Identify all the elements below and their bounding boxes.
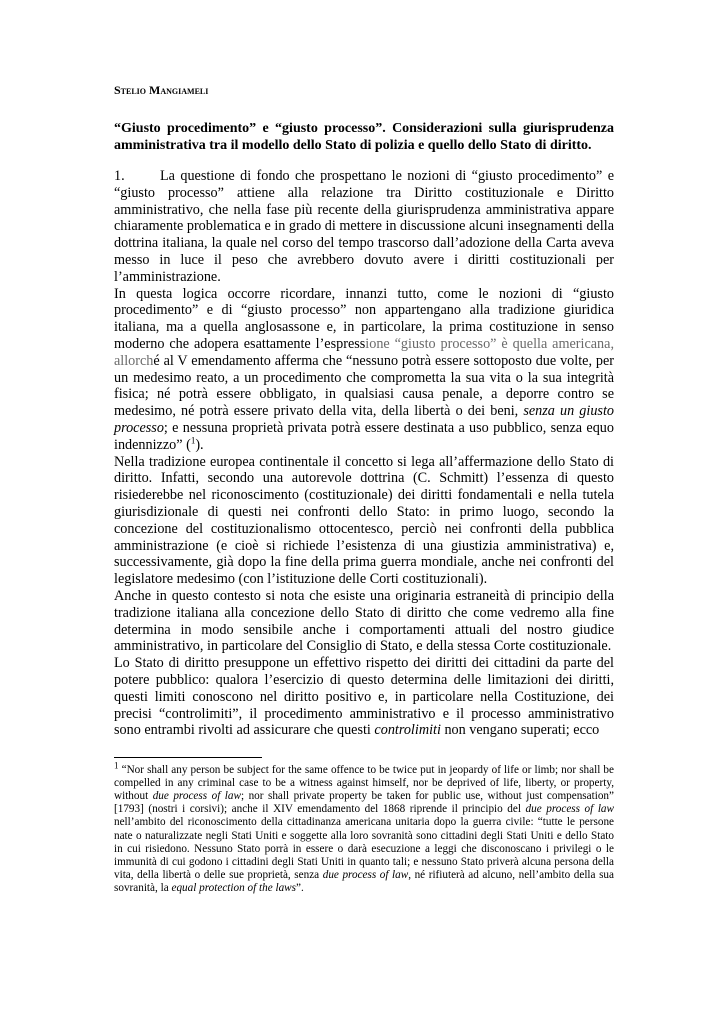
section-number: 1. <box>114 168 125 184</box>
footnote-1: $^1$ “Nor shall any person be subject for the same offence to be twice put in jeopardy of life or limb; nor shall be compelled in any criminal case to be a witness against himself, nor be deprived of life, liberty, or property, without due process of law; nor shall private property be taken for public use, without just compensation” [1793] (nostri i corsivi); anche il XIV emendamento del 1868 riprende il principio del due process of law nell’ambito del riconoscimento della cittadinanza americana unitaria dopo la guerra civile: “tutte le persone nate o naturalizzate negli Stati Uniti e soggette alla loro sovranità sono cittadini degli Stati Uniti e dello Stato in cui risiedono. Nessuno Stato porrà in essere o darà esecuzione a leggi che disconoscano i privilegi o le immunità di cui godono i cittadini degli Stati Uniti in quanto tali; e nessuno Stato priverà alcuna persona della vita, della libertà o delle sue proprietà, senza due process of law, né rifiuterà ad alcuno, nell’ambito della sua sovranità, la equal protection of the laws”. <box>114 760 614 894</box>
footnote-mark: 1 <box>114 760 119 771</box>
footnote-separator <box>114 757 262 758</box>
paragraph-3: Nella tradizione europea continentale il concetto si lega all’affermazione dello Stato di diritto. Infatti, secondo una autorevole dottrina (C. Schmitt) l’essenza di questo risiederebbe nel riconoscimento (costituzionale) dei diritti fondamentali e nella tutela giurisdizionale di questi nei confronti dello Stato: in primo luogo, secondo la concezione del costituzionalismo ottocentesco, perciò nei confronti della pubblica amministrazione (e cioè si richiede l’esistenza di una giustizia amministrativa) e, successivamente, già dopo la fine della prima guerra mondiale, anche nei confronti del legislatore medesimo (con l’istituzione delle Corti costituzionali). <box>114 453 614 588</box>
paragraph-1: 1. La questione di fondo che prospettano le nozioni di “giusto procedimento” e “giusto processo” attiene alla relazione tra Diritto costituzionale e Diritto amministrativo, che nella fase più recente della giurisprudenza amministrativa appare chiaramente problematica e in grado di mettere in discussione alcuni insegnamenti della dottrina italiana, la quale nel corso del tempo trascorso dall’adozione della Carta aveva messo in luce il peso che avrebbero dovuto avere i diritti costituzionali per l’amministrazione. <box>114 168 614 285</box>
footnote-reference[interactable]: 1 <box>190 435 196 446</box>
author-name: Stelio Mangiameli <box>114 83 209 97</box>
paragraph-2: In questa logica occorre ricordare, innanzi tutto, come le nozioni di “giusto procedimento” e di “giusto processo” non appartengano alla tradizione giuridica italiana, ma a quella anglosassone e, in particolare, la prima costituzione in senso moderno che adopera esattamente l’espressione “giusto processo” è quella americana, allorché al V emendamento afferma che “nessuno potrà essere sottoposto due volte, per un medesimo reato, a un procedimento che comprometta la sua vita o la sua integrità fisica; né potrà essere obbligato, in qualsiasi causa penale, a deporre contro se medesimo, né potrà essere privato della vita, della libertà o dei beni, senza un giusto processo; e nessuna proprietà privata potrà essere destinata a uso pubblico, senza equo indennizzo” ($^1$). <box>114 285 614 453</box>
paragraph-5: Lo Stato di diritto presuppone un effettivo rispetto dei diritti dei cittadini da parte del potere pubblico: qualora l’esercizio di questo determina delle limitazioni dei diritti, questi limiti conoscono nel diritto positivo e, in particolare nella Costituzione, dei precisi “controlimiti”, il procedimento amministrativo e il processo amministrativo sono entrambi rivolti ad assicurare che questi controlimiti non vengano superati; ecco <box>114 655 614 739</box>
article-title: “Giusto procedimento” e “giusto processo”. Considerazioni sulla giurisprudenza amministrativa tra il modello dello Stato di polizia e quello dello Stato di diritto. <box>114 121 614 153</box>
footnote <box>114 760 614 895</box>
document-page <box>114 82 614 895</box>
paragraph-4: Anche in questo contesto si nota che esiste una originaria estraneità di principio della tradizione italiana alla concezione dello Stato di diritto che come vedremo alla fine determina in modo sensibile anche i comportamenti attuali del nostro giudice amministrativo, in particolare del Consiglio di Stato, e della stessa Corte costituzionale. <box>114 587 614 655</box>
article-body <box>114 168 614 739</box>
